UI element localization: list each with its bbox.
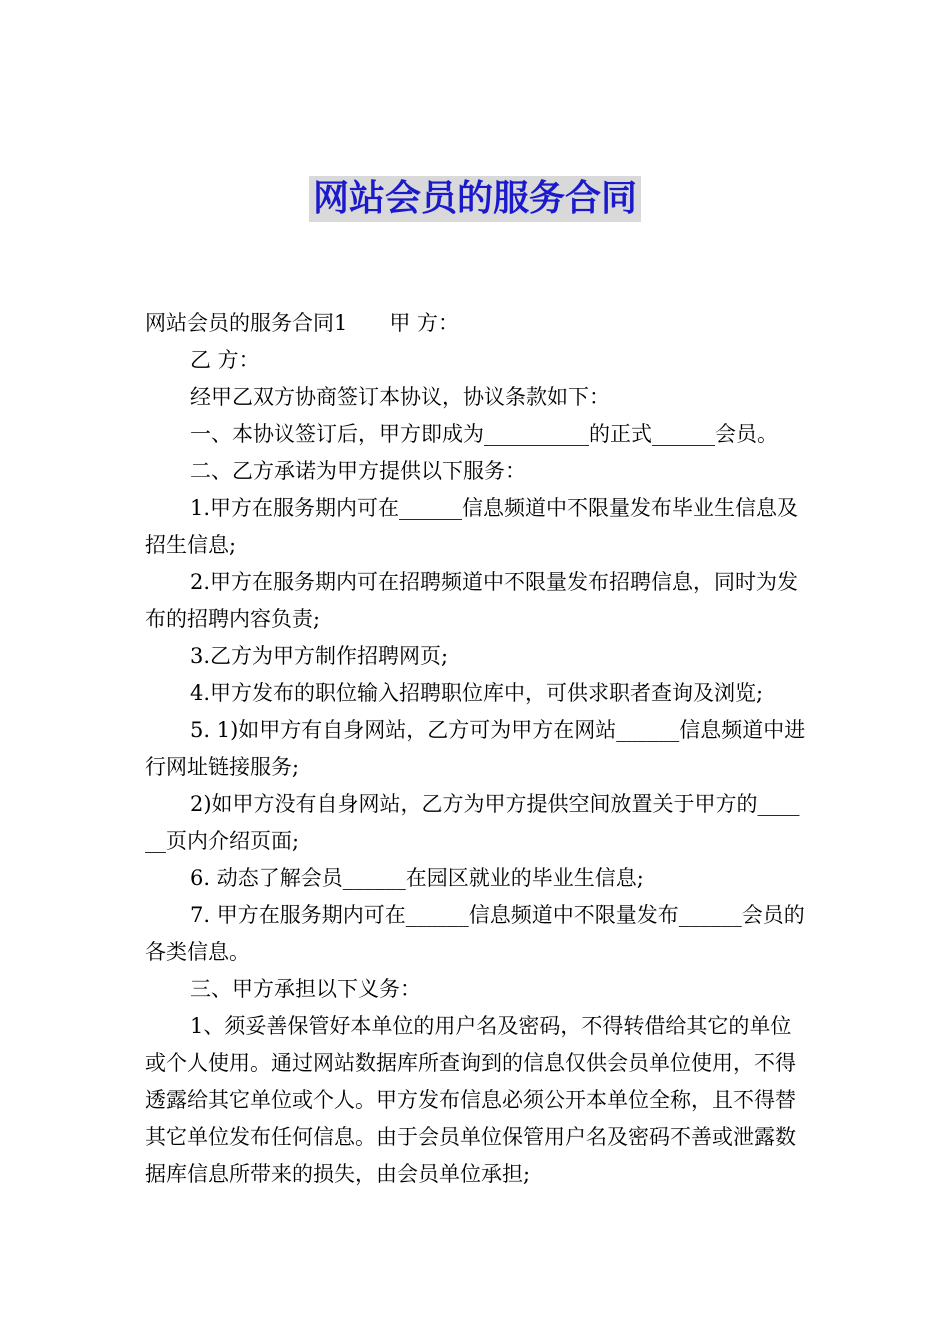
paragraph-clause-1: 一、本协议签订后，甲方即成为__________的正式______会员。 [190, 422, 778, 446]
paragraph-item-3: 3.乙方为甲方制作招聘网页; [190, 644, 449, 668]
paragraph-item-4: 4.甲方发布的职位输入招聘职位库中，可供求职者查询及浏览; [190, 681, 764, 705]
paragraph-party-b: 乙 方： [190, 348, 260, 372]
paragraph-item-1: 1.甲方在服务期内可在______信息频道中不限量发布毕业生信息及招生信息; [145, 496, 799, 557]
paragraph-item-5-1: 5. 1)如甲方有自身网站，乙方可为甲方在网站______信息频道中进行网址链接服务; [145, 718, 806, 779]
paragraph-item-7: 7. 甲方在服务期内可在______信息频道中不限量发布______会员的各类信息。 [145, 903, 805, 964]
paragraph-clause-2: 二、乙方承诺为甲方提供以下服务： [190, 459, 526, 483]
paragraph-intro: 经甲乙双方协商签订本协议，协议条款如下： [190, 385, 610, 409]
paragraph-item-2: 2.甲方在服务期内可在招聘频道中不限量发布招聘信息，同时为发布的招聘内容负责; [145, 570, 799, 631]
paragraph-heading-parties: 网站会员的服务合同1 甲 方： [145, 311, 460, 335]
paragraph-item-5-2: 2)如甲方没有自身网站，乙方为甲方提供空间放置关于甲方的______页内介绍页面; [145, 792, 800, 853]
document-title: 网站会员的服务合同 [309, 176, 641, 222]
document-body [145, 305, 810, 1193]
title-container [0, 176, 950, 222]
paragraph-item-6: 6. 动态了解会员______在园区就业的毕业生信息; [190, 866, 644, 890]
paragraph-obligation-1: 1、须妥善保管好本单位的用户名及密码，不得转借给其它的单位或个人使用。通过网站数据库所查询到的信息仅供会员单位使用，不得透露给其它单位或个人。甲方发布信息必须公开本单位全称，且不得替其它单位发布任何信息。由于会员单位保管用户名及密码不善或泄露数据库信息所带来的损失，由会员单位承担; [145, 1014, 796, 1186]
paragraph-clause-3: 三、甲方承担以下义务： [190, 977, 421, 1001]
